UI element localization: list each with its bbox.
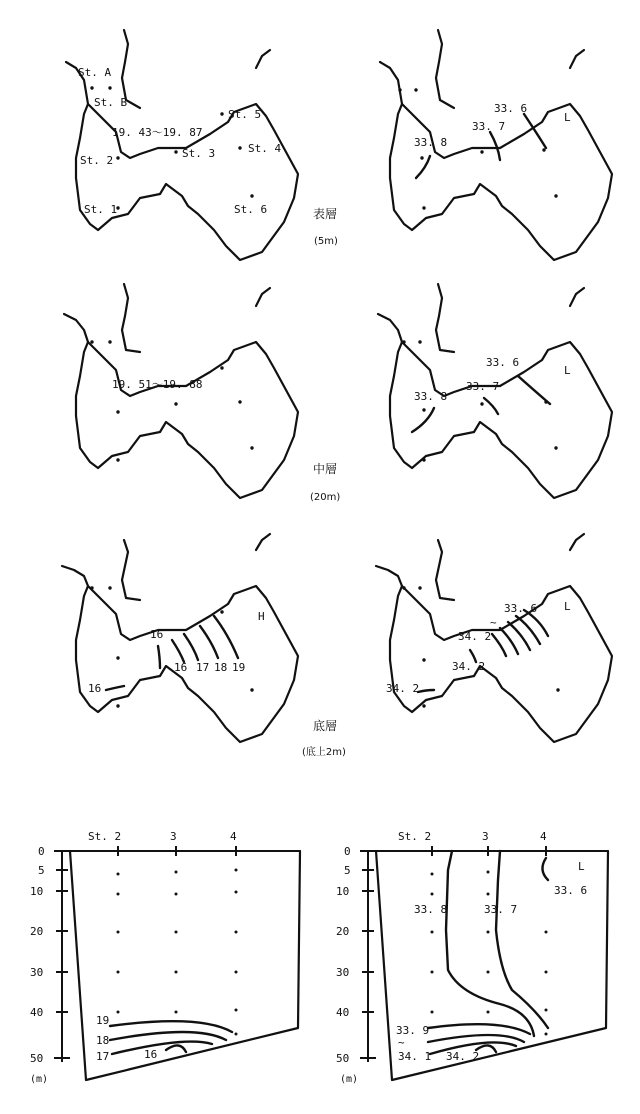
- sample-dots-left: [117, 869, 238, 1036]
- label-temp-16-b: 16: [174, 661, 188, 674]
- label-section-33-8: 33. 8: [414, 903, 448, 916]
- tick-50-right: 50: [336, 1052, 350, 1065]
- layer-depth-middle: (20m): [310, 492, 341, 503]
- label-section-tilde: ~: [398, 1036, 405, 1049]
- label-range-surface: 19. 43〜19. 87: [112, 126, 203, 139]
- map-middle-right: [378, 284, 612, 498]
- label-temp-18: 18: [214, 661, 228, 674]
- label-range-middle: 19. 51〜19. 88: [112, 378, 203, 391]
- tick-0-right: 0: [344, 845, 351, 858]
- label-low: L: [564, 111, 571, 124]
- label-temp-16-a: 16: [150, 628, 164, 641]
- label-low-mid: L: [564, 364, 571, 377]
- station-dot-4: [238, 146, 241, 149]
- tick-10-right: 10: [336, 885, 350, 898]
- label-salinity-34-2-c: 34. 2: [386, 682, 420, 695]
- isotherm-18: [110, 1032, 226, 1040]
- label-st-a: St. A: [78, 66, 112, 79]
- label-sec-4-right: 4: [540, 830, 547, 843]
- station-dot-5: [220, 112, 223, 115]
- label-salinity-34-2-a: 34. 2: [458, 630, 492, 643]
- map-bottom-left: [62, 534, 298, 742]
- layer-depth-surface: (5m): [314, 236, 338, 247]
- label-salinity-33-8-mid: 33. 8: [414, 390, 448, 403]
- tick-20-left: 20: [30, 925, 44, 938]
- label-tilde-bot: ~: [490, 616, 497, 629]
- label-section-34-2: 34. 2: [446, 1050, 480, 1063]
- station-dot-6: [250, 194, 253, 197]
- section-isohaline-33-7: [496, 851, 548, 1028]
- isotherm-19: [110, 1021, 232, 1032]
- label-st-2: St. 2: [80, 154, 114, 167]
- label-sec-18: 18: [96, 1034, 110, 1047]
- label-sec-4-left: 4: [230, 830, 237, 843]
- tick-40-right: 40: [336, 1006, 350, 1019]
- label-st-5: St. 5: [228, 108, 262, 121]
- label-section-33-7: 33. 7: [484, 903, 518, 916]
- label-salinity-33-7: 33. 7: [472, 120, 506, 133]
- section-isohaline-33-6: [542, 858, 548, 880]
- label-sec-17: 17: [96, 1050, 110, 1063]
- label-low-bot: L: [564, 600, 571, 613]
- label-salinity-33-6: 33. 6: [494, 102, 528, 115]
- label-section-33-6: 33. 6: [554, 884, 588, 897]
- map-middle-left: [64, 284, 298, 498]
- tick-10-left: 10: [30, 885, 44, 898]
- station-dot-2: [116, 156, 119, 159]
- tick-0-left: 0: [38, 845, 45, 858]
- label-section-33-9: 33. 9: [396, 1024, 430, 1037]
- tick-30-left: 30: [30, 966, 44, 979]
- label-sec-16: 16: [144, 1048, 158, 1061]
- label-section-low: L: [578, 860, 585, 873]
- station-dot-3: [174, 150, 177, 153]
- label-st-1: St. 1: [84, 203, 118, 216]
- station-dot-a: [90, 86, 93, 89]
- unit-right: (m): [340, 1074, 359, 1085]
- label-salinity-34-2-b: 34. 2: [452, 660, 486, 673]
- label-sec-st2-left: St. 2: [88, 830, 122, 843]
- layer-depth-bottom: (底上2m): [302, 747, 346, 758]
- label-sec-3-left: 3: [170, 830, 177, 843]
- label-temp-17: 17: [196, 661, 210, 674]
- map-surface-right: [380, 30, 612, 260]
- label-sec-19: 19: [96, 1014, 110, 1027]
- layer-title-middle: 中層: [313, 462, 338, 476]
- label-st-4: St. 4: [248, 142, 282, 155]
- label-st-b: St. B: [94, 96, 128, 109]
- isotherm-16: [166, 1045, 186, 1052]
- station-dot-b: [108, 86, 111, 89]
- layer-title-bottom: 底層: [313, 719, 338, 733]
- tick-30-right: 30: [336, 966, 350, 979]
- label-salinity-33-6-bot: 33. 6: [504, 602, 538, 615]
- tick-5-left: 5: [38, 864, 45, 877]
- label-section-34-1: 34. 1: [398, 1050, 432, 1063]
- tick-20-right: 20: [336, 925, 350, 938]
- label-high: H: [258, 610, 265, 623]
- label-salinity-33-6-mid: 33. 6: [486, 356, 520, 369]
- label-st-6: St. 6: [234, 203, 268, 216]
- layer-title-surface: 表層: [313, 207, 338, 221]
- label-temp-16-c: 16: [88, 682, 102, 695]
- unit-left: (m): [30, 1074, 49, 1085]
- tick-50-left: 50: [30, 1052, 44, 1065]
- label-st-3: St. 3: [182, 147, 216, 160]
- label-sec-3-right: 3: [482, 830, 489, 843]
- map-surface-left: [66, 30, 298, 260]
- label-salinity-33-8: 33. 8: [414, 136, 448, 149]
- label-temp-19: 19: [232, 661, 246, 674]
- section-isohaline-33-8: [446, 851, 534, 1036]
- label-salinity-33-7-mid: 33. 7: [466, 380, 500, 393]
- isohaline-33-7: [490, 132, 500, 160]
- map-bottom-right: [376, 534, 612, 742]
- tick-40-left: 40: [30, 1006, 44, 1019]
- label-sec-st2-right: St. 2: [398, 830, 432, 843]
- section-left: [30, 830, 300, 1085]
- section-right: [336, 830, 608, 1085]
- tick-5-right: 5: [344, 864, 351, 877]
